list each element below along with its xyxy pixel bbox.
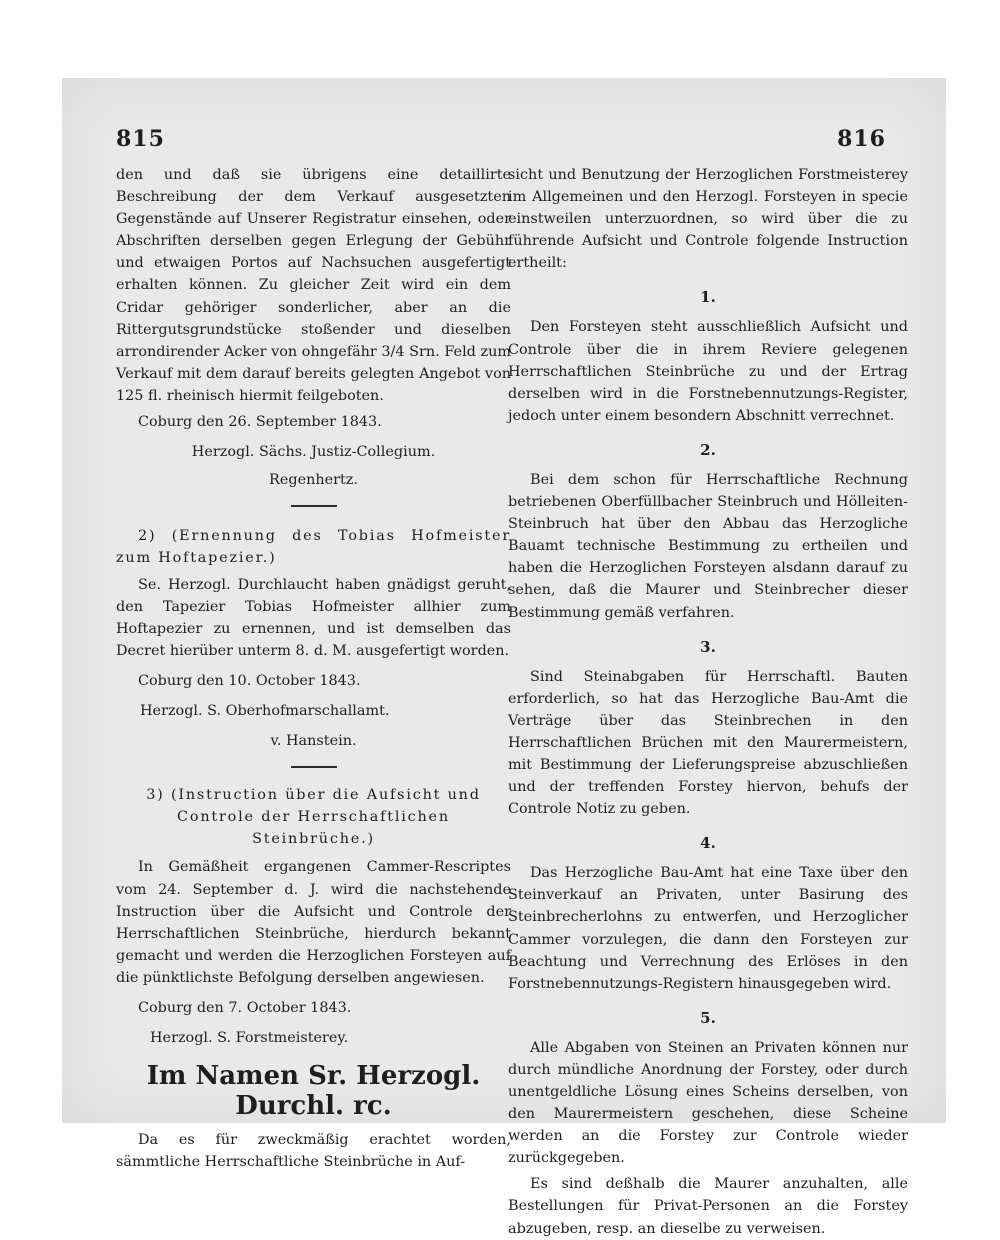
article-text-5a: Alle Abgaben von Steinen an Privaten können nur durch mündliche Anordnung der Forstey, oder durch unentgeldliche Lösung eines Scheins derselben, von den Maurermeistern geschehen, diese Scheine werden an die Forstey zur Controle wieder zurückgegeben. bbox=[508, 1039, 908, 1167]
article-number-3: 3. bbox=[700, 637, 716, 656]
article-text-4: Das Herzogliche Bau-Amt hat eine Taxe über den Steinverkauf an Privaten, unter Basirung des Steinbrecherlohns zu entwerfen, und Herzoglicher Cammer vorzulegen, die dann den Forsteyen zur Beachtung und Verrechnung des Erlöses in den Forstnebennutzungs-Registern hinausgegeben wird. bbox=[508, 865, 908, 992]
left-paragraph-1: den und daß sie übrigens eine detaillirte Beschreibung der dem Verkauf ausgesetzten Gegenstände auf Unserer Registratur einsehen, oder Abschriften derselben gegen Erlegung der Gebühr und etwaigen Portos auf Nachsuchen ausgefertigt erhalten können. Zu gleicher Zeit wird ein dem Cridar gehöriger sonderlicher, aber an die Rittergutsgrundstücke stoßender und dieselben arrondirender Acker von ohngefähr 3/4 Srn. Feld zum Verkauf mit dem darauf bereits gelegten Angebot von 125 fl. rheinisch hiermit feilgeboten. bbox=[116, 167, 511, 404]
authority-line-1: Herzogl. Sächs. Justiz-Collegium. bbox=[191, 444, 436, 461]
article-text-2: Bei dem schon für Herrschaftliche Rechnung betriebenen Oberfüllbacher Steinbruch und Hölleiten-Steinbruch hat über den Abbau das Herzogliche Bauamt technische Bestimmung zu ertheilen und haben die Herzoglichen Forsteyen alsdann darauf zu sehen, daß die Maurer und Steinbrecher dieser Bestimmung gemäß verfahren. bbox=[508, 471, 908, 621]
ordinance-heading: Im Namen Sr. Herzogl. Durchl. rc. bbox=[146, 1061, 481, 1122]
article-number-4: 4. bbox=[700, 834, 716, 853]
right-paragraph-intro: sicht und Benutzung der Herzoglichen Forstmeisterey im Allgemeinen und den Herzogl. Forsteyen in specie einstweilen unterzuordnen, so wird über die zu führende Aufsicht und Controle folgende Instruction ertheilt: bbox=[508, 167, 908, 272]
left-paragraph-2: Se. Herzogl. Durchlaucht haben gnädigst geruht, den Tapezier Tobias Hofmeister allhier zum Hoftapezier zu ernennen, und ist demselben das Decret hierüber unterm 8. d. M. ausgefertigt worden. bbox=[116, 576, 511, 659]
section-divider-2 bbox=[291, 766, 337, 768]
left-column bbox=[116, 164, 511, 1173]
authority-line-2: Herzogl. S. Oberhofmarschallamt. bbox=[140, 702, 390, 719]
date-line-2: Coburg den 10. October 1843. bbox=[138, 672, 361, 689]
authority-line-3: Herzogl. S. Forstmeisterey. bbox=[150, 1030, 349, 1047]
signature-line-1: Regenhertz. bbox=[269, 472, 358, 489]
left-paragraph-4: Da es für zweckmäßig erachtet worden, sämmtliche Herrschaftliche Steinbrüche in Auf- bbox=[116, 1132, 511, 1171]
signature-line-2: v. Hanstein. bbox=[270, 733, 357, 750]
left-paragraph-3: In Gemäßheit ergangenen Cammer-Rescriptes vom 24. September d. J. wird die nachstehende Instruction über die Aufsicht und Controle der Herrschaftlichen Steinbrüche, hierdurch bekannt gemacht und werden die Herzoglichen Forsteyen auf die pünktlichste Befolgung derselben angewiesen. bbox=[116, 859, 511, 986]
document-page bbox=[62, 78, 946, 1237]
right-column bbox=[508, 164, 908, 1240]
article-number-1: 1. bbox=[700, 288, 716, 307]
section-divider-1 bbox=[291, 505, 337, 507]
section-heading-2: 2) (Ernennung des Tobias Hofmeister zum Hoftapezier.) bbox=[116, 528, 511, 567]
article-number-2: 2. bbox=[700, 440, 716, 459]
page-number-left: 815 bbox=[116, 126, 165, 152]
article-text-1: Den Forsteyen steht ausschließlich Aufsicht und Controle über die in ihrem Reviere gelegenen Herrschaftlichen Steinbrüche zu und der Ertrag derselben wird in die Forstnebennutzungs-Register, jedoch unter einem besondern Abschnitt verrechnet. bbox=[508, 319, 908, 424]
date-line-1: Coburg den 26. September 1843. bbox=[138, 414, 382, 431]
date-line-3: Coburg den 7. October 1843. bbox=[138, 1000, 352, 1016]
article-number-5: 5. bbox=[700, 1008, 716, 1027]
article-text-5b: Es sind deßhalb die Maurer anzuhalten, alle Bestellungen für Privat-Personen an die Forstey abzugeben, resp. an dieselbe zu verweisen. bbox=[508, 1176, 908, 1237]
page-number-right: 816 bbox=[837, 126, 886, 152]
article-text-3: Sind Steinabgaben für Herrschaftl. Bauten erforderlich, so hat das Herzogliche Bau-Amt die Verträge über das Steinbrechen in den Herrschaftlichen Brüchen mit den Maurermeistern, mit Bestimmung der Lieferungspreise abzuschließen und der treffenden Forstey hiervon, behufs der Controle Notiz zu geben. bbox=[508, 668, 908, 818]
section-heading-3: 3) (Instruction über die Aufsicht und Controle der Herrschaftlichen Steinbrüche.) bbox=[146, 787, 481, 848]
